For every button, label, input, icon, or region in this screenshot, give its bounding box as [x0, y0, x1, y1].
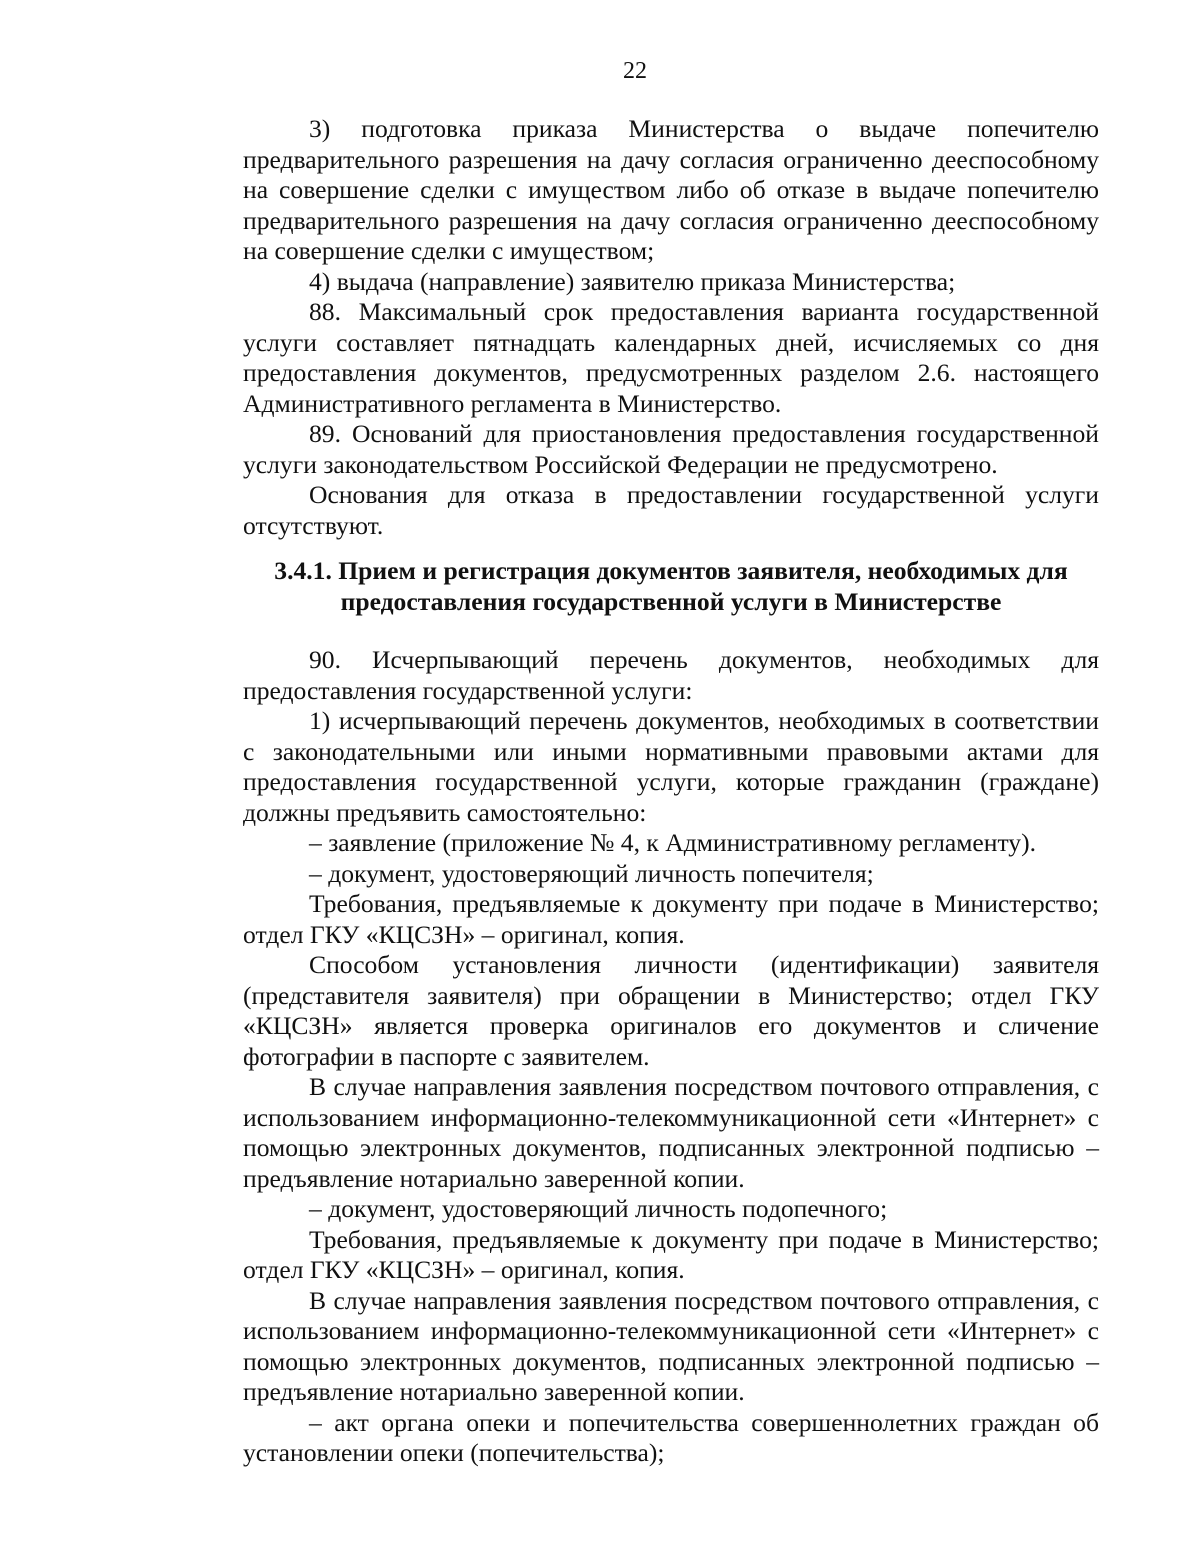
- paragraph-application: – заявление (приложение № 4, к Административному регламенту).: [309, 828, 1037, 857]
- paragraph-item-3: 3) подготовка приказа Министерства о выдаче попечителю предварительного разрешения на дачу согласия ограниченно дееспособному на совершение сделки с имуществом либо об отказе в выдаче попечителю предварительного разрешения на дачу согласия ограниченно дееспособному на совершение сделки с имуществом;: [243, 114, 1099, 265]
- page-number: 22: [623, 58, 647, 84]
- paragraph-requirements-1: Требования, предъявляемые к документу при подаче в Министерство; отдел ГКУ «КЦСЗН» – оригинал, копия.: [243, 889, 1099, 949]
- section-heading: [243, 556, 1099, 617]
- paragraph-90: 90. Исчерпывающий перечень документов, необходимых для предоставления государственной услуги:: [243, 645, 1099, 705]
- paragraph-guardianship-act: – акт органа опеки и попечительства совершеннолетних граждан об установлении опеки (попечительства);: [243, 1407, 1099, 1467]
- paragraph-refusal-grounds: Основания для отказа в предоставлении государственной услуги отсутствуют.: [243, 480, 1099, 540]
- body-text-after-heading: [243, 645, 1099, 1469]
- paragraph-ward-id: – документ, удостоверяющий личность подопечного;: [309, 1194, 888, 1223]
- body-text-before-heading: [243, 114, 1099, 541]
- paragraph-identification: Способом установления личности (идентификации) заявителя (представителя заявителя) при обращении в Министерство; отдел ГКУ «КЦСЗН» является проверка оригиналов его документов и сличение фотографии в паспорте с заявителем.: [243, 950, 1099, 1071]
- paragraph-postal-1: В случае направления заявления посредством почтового отправления, с использованием информационно-телекоммуникационной сети «Интернет» с помощью электронных документов, подписанных электронной подписью – предъявление нотариально заверенной копии.: [243, 1072, 1099, 1193]
- paragraph-guardian-id: – документ, удостоверяющий личность попечителя;: [309, 858, 874, 888]
- paragraph-89: 89. Оснований для приостановления предоставления государственной услуги законодательством Российской Федерации не предусмотрено.: [243, 419, 1099, 479]
- paragraph-item-4: 4) выдача (направление) заявителю приказа Министерства;: [309, 266, 956, 296]
- section-heading-line-2: предоставления государственной услуги в Министерстве: [340, 586, 1002, 616]
- section-heading-line-1: 3.4.1. Прием и регистрация документов заявителя, необходимых для: [274, 556, 1068, 585]
- paragraph-requirements-2: Требования, предъявляемые к документу при подаче в Министерство; отдел ГКУ «КЦСЗН» – оригинал, копия.: [243, 1224, 1099, 1284]
- paragraph-list-item-1: 1) исчерпывающий перечень документов, необходимых в соответствии с законодательными или иными нормативными правовыми актами для предоставления государственной услуги, которые гражданин (граждане) должны предъявить самостоятельно:: [243, 706, 1099, 827]
- paragraph-postal-2: В случае направления заявления посредством почтового отправления, с использованием информационно-телекоммуникационной сети «Интернет» с помощью электронных документов, подписанных электронной подписью – предъявление нотариально заверенной копии.: [243, 1285, 1099, 1406]
- paragraph-88: 88. Максимальный срок предоставления варианта государственной услуги составляет пятнадцать календарных дней, исчисляемых со дня предоставления документов, предусмотренных разделом 2.6. настоящего Административного регламента в Министерство.: [243, 297, 1099, 418]
